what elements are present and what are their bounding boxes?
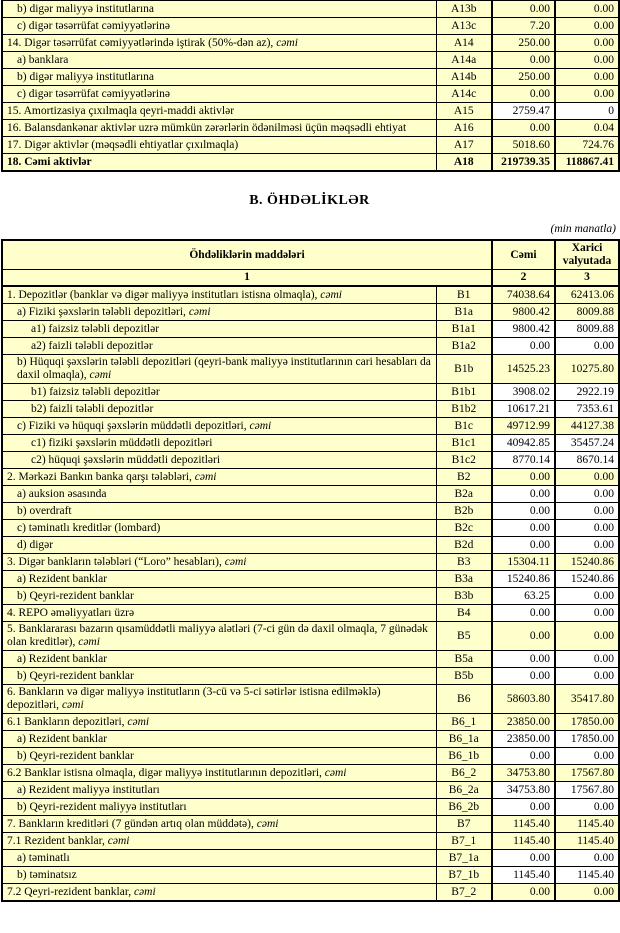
item-foreign-currency-cell: 0.00 xyxy=(555,850,619,867)
item-total-cell: 7.20 xyxy=(492,18,555,35)
table-row xyxy=(2,103,619,120)
item-label-cell: a) Rezident banklar xyxy=(2,651,436,668)
item-foreign-currency-cell: 0.00 xyxy=(555,486,619,503)
item-foreign-currency-cell: 7353.61 xyxy=(555,401,619,418)
table-row xyxy=(2,731,619,748)
item-total-cell: 0.00 xyxy=(492,884,555,902)
item-total-cell: 15240.86 xyxy=(492,571,555,588)
item-label-cell: a) Rezident maliyyə institutları xyxy=(2,782,436,799)
table-row xyxy=(2,622,619,651)
item-foreign-currency-cell: 0.04 xyxy=(555,120,619,137)
item-code-cell: A16 xyxy=(436,120,492,137)
item-label-cell: d) digər xyxy=(2,537,436,554)
item-total-cell: 0.00 xyxy=(492,486,555,503)
item-label-italic-suffix: cəmi xyxy=(89,369,112,381)
item-foreign-currency-cell: 15240.86 xyxy=(555,571,619,588)
item-code-cell: B1c2 xyxy=(436,452,492,469)
item-total-cell: 3908.02 xyxy=(492,384,555,401)
item-code-cell: A18 xyxy=(436,154,492,172)
item-label-italic-suffix: cəmi xyxy=(133,885,156,898)
table-row xyxy=(2,286,619,304)
table-row xyxy=(2,18,619,35)
item-label-cell: a2) faizli tələbli depozitlər xyxy=(2,338,436,355)
item-total-cell: 74038.64 xyxy=(492,286,555,304)
table-row xyxy=(2,833,619,850)
item-foreign-currency-cell: 0.00 xyxy=(555,520,619,537)
header-total-cell: Cəmi xyxy=(492,240,555,270)
table-row xyxy=(2,765,619,782)
item-code-cell: B7_1 xyxy=(436,833,492,850)
table-row xyxy=(2,486,619,503)
item-total-cell: 0.00 xyxy=(492,651,555,668)
item-label-cell: 14. Digər təsərrüfat cəmiyyətlərində iştirak (50%-dən az), cəmi xyxy=(2,35,436,52)
assets-table xyxy=(1,0,620,172)
table-row xyxy=(2,503,619,520)
item-foreign-currency-cell: 44127.38 xyxy=(555,418,619,435)
header-foreign-cell: Xarici valyutada xyxy=(555,240,619,270)
table-row xyxy=(2,685,619,714)
item-label-cell: b) digər maliyyə institutlarına xyxy=(2,69,436,86)
item-total-cell: 250.00 xyxy=(492,69,555,86)
item-foreign-currency-cell: 0.00 xyxy=(555,503,619,520)
item-total-cell: 34753.80 xyxy=(492,782,555,799)
item-code-cell: B6_2b xyxy=(436,799,492,816)
table-row xyxy=(2,782,619,799)
item-total-cell: 63.25 xyxy=(492,588,555,605)
item-foreign-currency-cell: 0.00 xyxy=(555,605,619,622)
item-code-cell: A14b xyxy=(436,69,492,86)
item-total-cell: 0.00 xyxy=(492,52,555,69)
item-label-cell: 16. Balansdankənar aktivlər uzrə mümkün zərərlərin ödənilməsi üçün məqsədli ehtiyat xyxy=(2,120,436,137)
table-row xyxy=(2,1,619,18)
item-code-cell: B5a xyxy=(436,651,492,668)
table-row xyxy=(2,137,619,154)
item-label-cell: b) Qeyri-rezident banklar xyxy=(2,748,436,765)
table-row xyxy=(2,384,619,401)
item-label-cell: b) təminatsız xyxy=(2,867,436,884)
item-foreign-currency-cell: 17567.80 xyxy=(555,782,619,799)
item-code-cell: A13c xyxy=(436,18,492,35)
table-row xyxy=(2,668,619,685)
item-foreign-currency-cell: 0.00 xyxy=(555,588,619,605)
item-label-cell: a) auksion əsasında xyxy=(2,486,436,503)
item-label-cell: 7.1 Rezident banklar, cəmi xyxy=(2,833,436,850)
item-code-cell: A14 xyxy=(436,35,492,52)
item-total-cell: 2759.47 xyxy=(492,103,555,120)
item-total-cell: 219739.35 xyxy=(492,154,555,172)
item-label-cell: b1) faizsiz tələbli depozitlər xyxy=(2,384,436,401)
item-code-cell: B6 xyxy=(436,685,492,714)
item-foreign-currency-cell: 0.00 xyxy=(555,18,619,35)
item-code-cell: B3a xyxy=(436,571,492,588)
item-foreign-currency-cell: 0.00 xyxy=(555,469,619,486)
item-code-cell: A14c xyxy=(436,86,492,103)
item-foreign-currency-cell: 15240.86 xyxy=(555,554,619,571)
item-label-italic-suffix: cəmi xyxy=(324,766,347,779)
item-code-cell: B5b xyxy=(436,668,492,685)
item-total-cell: 0.00 xyxy=(492,120,555,137)
section-title: B. ÖHDƏLİKLƏR xyxy=(249,193,370,208)
item-label-cell: a) təminatlı xyxy=(2,850,436,867)
item-total-cell: 34753.80 xyxy=(492,765,555,782)
item-total-cell: 0.00 xyxy=(492,748,555,765)
units-note: (min manatla) xyxy=(550,223,616,235)
table-row xyxy=(2,401,619,418)
table-row xyxy=(2,154,619,172)
item-label-cell: 18. Cəmi aktivlər xyxy=(2,154,436,172)
item-total-cell: 40942.85 xyxy=(492,435,555,452)
item-label-cell: c) digər təsərrüfat cəmiyyətlərinə xyxy=(2,86,436,103)
table-row xyxy=(2,867,619,884)
item-code-cell: B7_2 xyxy=(436,884,492,902)
column-number-row xyxy=(2,270,619,287)
item-label-cell: a) Rezident banklar xyxy=(2,731,436,748)
column-number-foreign: 3 xyxy=(555,270,619,287)
item-foreign-currency-cell: 0.00 xyxy=(555,35,619,52)
item-code-cell: B2a xyxy=(436,486,492,503)
item-label-cell: 7. Bankların kreditləri (7 gündən artıq olan müddətə), cəmi xyxy=(2,816,436,833)
header-row xyxy=(2,240,619,270)
item-code-cell: A17 xyxy=(436,137,492,154)
item-label-cell: b2) faizli tələbli depozitlər xyxy=(2,401,436,418)
item-code-cell: B2b xyxy=(436,503,492,520)
item-code-cell: B5 xyxy=(436,622,492,651)
item-code-cell: B6_1a xyxy=(436,731,492,748)
item-total-cell: 0.00 xyxy=(492,622,555,651)
item-foreign-currency-cell: 1145.40 xyxy=(555,816,619,833)
item-foreign-currency-cell: 0.00 xyxy=(555,69,619,86)
item-label-cell: 7.2 Qeyri-rezident banklar, cəmi xyxy=(2,884,436,902)
table-row xyxy=(2,355,619,384)
item-code-cell: B3 xyxy=(436,554,492,571)
item-total-cell: 1145.40 xyxy=(492,833,555,850)
item-label-cell: a) Fiziki şəxslərin tələbli depozitləri, cəmi xyxy=(2,304,436,321)
item-code-cell: B1c1 xyxy=(436,435,492,452)
item-total-cell: 23850.00 xyxy=(492,731,555,748)
item-label-cell: c) Fiziki və hüquqi şəxslərin müddətli depozitləri, cəmi xyxy=(2,418,436,435)
table-row xyxy=(2,651,619,668)
item-foreign-currency-cell: 17567.80 xyxy=(555,765,619,782)
item-code-cell: B7 xyxy=(436,816,492,833)
item-label-italic-suffix: cəmi xyxy=(320,288,343,301)
item-total-cell: 10617.21 xyxy=(492,401,555,418)
item-code-cell: B7_1a xyxy=(436,850,492,867)
item-code-cell: B6_1 xyxy=(436,714,492,731)
item-foreign-currency-cell: 724.76 xyxy=(555,137,619,154)
item-foreign-currency-cell: 8009.88 xyxy=(555,304,619,321)
table-row xyxy=(2,537,619,554)
item-label-cell: 15. Amortizasiya çıxılmaqla qeyri-maddi aktivlər xyxy=(2,103,436,120)
item-foreign-currency-cell: 0.00 xyxy=(555,537,619,554)
item-label-italic-suffix: cəmi xyxy=(194,470,217,483)
item-label-cell: 6.2 Banklar istisna olmaqla, digər maliyyə institutlarının depozitləri, cəmi xyxy=(2,765,436,782)
item-foreign-currency-cell: 0.00 xyxy=(555,1,619,18)
item-foreign-currency-cell: 0.00 xyxy=(555,668,619,685)
table-row xyxy=(2,69,619,86)
item-label-cell: b) Hüquqi şəxslərin tələbli depozitləri (qeyri-bank maliyyə institutlarının cari hesabları da daxil olmaqla), cəmi xyxy=(2,355,436,384)
item-code-cell: B6_1b xyxy=(436,748,492,765)
item-code-cell: B1a1 xyxy=(436,321,492,338)
table-row xyxy=(2,35,619,52)
item-code-cell: B2d xyxy=(436,537,492,554)
item-code-cell: B2 xyxy=(436,469,492,486)
item-code-cell: B2c xyxy=(436,520,492,537)
item-label-italic-suffix: cəmi xyxy=(224,555,247,568)
table-row xyxy=(2,605,619,622)
table-row xyxy=(2,799,619,816)
table-row xyxy=(2,321,619,338)
item-total-cell: 0.00 xyxy=(492,338,555,355)
item-total-cell: 0.00 xyxy=(492,850,555,867)
item-label-cell: b) Qeyri-rezident banklar xyxy=(2,588,436,605)
table-row xyxy=(2,520,619,537)
liabilities-table-header xyxy=(2,240,619,286)
item-total-cell: 0.00 xyxy=(492,520,555,537)
liabilities-table xyxy=(1,239,620,902)
table-row xyxy=(2,714,619,731)
item-label-cell: 2. Mərkəzi Bankın banka qarşı tələbləri, cəmi xyxy=(2,469,436,486)
item-total-cell: 58603.80 xyxy=(492,685,555,714)
item-total-cell: 0.00 xyxy=(492,469,555,486)
table-row xyxy=(2,469,619,486)
item-foreign-currency-cell: 1145.40 xyxy=(555,833,619,850)
item-foreign-currency-cell: 118867.41 xyxy=(555,154,619,172)
table-row xyxy=(2,338,619,355)
item-foreign-currency-cell: 10275.80 xyxy=(555,355,619,384)
item-total-cell: 0.00 xyxy=(492,605,555,622)
assets-table-body xyxy=(2,1,619,172)
item-total-cell: 0.00 xyxy=(492,1,555,18)
item-foreign-currency-cell: 0.00 xyxy=(555,884,619,902)
item-label-italic-suffix: cəmi xyxy=(107,834,130,847)
item-label-cell: 17. Digər aktivlər (məqsədli ehtiyatlar çıxılmaqla) xyxy=(2,137,436,154)
item-foreign-currency-cell: 0.00 xyxy=(555,651,619,668)
item-foreign-currency-cell: 17850.00 xyxy=(555,731,619,748)
table-row xyxy=(2,748,619,765)
item-label-italic-suffix: cəmi xyxy=(276,36,298,49)
table-row xyxy=(2,554,619,571)
item-total-cell: 0.00 xyxy=(492,503,555,520)
item-total-cell: 15304.11 xyxy=(492,554,555,571)
item-total-cell: 0.00 xyxy=(492,537,555,554)
item-code-cell: B6_2a xyxy=(436,782,492,799)
table-row xyxy=(2,816,619,833)
item-label-italic-suffix: cəmi xyxy=(256,817,279,830)
item-foreign-currency-cell: 0.00 xyxy=(555,748,619,765)
item-foreign-currency-cell: 8009.88 xyxy=(555,321,619,338)
item-foreign-currency-cell: 1145.40 xyxy=(555,867,619,884)
item-code-cell: B1b xyxy=(436,355,492,384)
item-label-cell: b) Qeyri-rezident banklar xyxy=(2,668,436,685)
item-foreign-currency-cell: 0.00 xyxy=(555,799,619,816)
item-label-cell: b) overdraft xyxy=(2,503,436,520)
item-total-cell: 1145.40 xyxy=(492,867,555,884)
table-row xyxy=(2,884,619,902)
item-foreign-currency-cell: 17850.00 xyxy=(555,714,619,731)
item-foreign-currency-cell: 0.00 xyxy=(555,52,619,69)
item-total-cell: 1145.40 xyxy=(492,816,555,833)
item-label-cell: a1) faizsiz tələbli depozitlər xyxy=(2,321,436,338)
item-foreign-currency-cell: 8670.14 xyxy=(555,452,619,469)
item-label-cell: 4. REPO əməliyyatları üzrə xyxy=(2,605,436,622)
item-label-cell: c) digər təsərrüfat cəmiyyətlərinə xyxy=(2,18,436,35)
item-label-italic-suffix: cəmi xyxy=(249,419,272,432)
table-row xyxy=(2,571,619,588)
item-code-cell: B1b1 xyxy=(436,384,492,401)
item-foreign-currency-cell: 0.00 xyxy=(555,622,619,651)
item-total-cell: 0.00 xyxy=(492,86,555,103)
item-label-cell: 3. Digər bankların tələbləri (“Loro” hesabları), cəmi xyxy=(2,554,436,571)
table-row xyxy=(2,304,619,321)
item-label-cell: c) təminatlı kreditlər (lombard) xyxy=(2,520,436,537)
item-label-cell: c2) hüquqi şəxslərin müddətli depozitləri xyxy=(2,452,436,469)
item-label-cell: b) digər maliyyə institutlarına xyxy=(2,1,436,18)
item-code-cell: B1a xyxy=(436,304,492,321)
item-label-cell: 1. Depozitlər (banklar və digər maliyyə institutları istisna olmaqla), cəmi xyxy=(2,286,436,304)
item-code-cell: B6_2 xyxy=(436,765,492,782)
table-row xyxy=(2,452,619,469)
item-foreign-currency-cell: 35457.24 xyxy=(555,435,619,452)
item-label-italic-suffix: cəmi xyxy=(188,305,211,318)
item-label-cell: a) banklara xyxy=(2,52,436,69)
item-label-italic-suffix: cəmi xyxy=(61,699,84,711)
item-total-cell: 250.00 xyxy=(492,35,555,52)
item-label-cell: 5. Banklararası bazarın qısamüddətli maliyyə alətləri (7-ci gün də daxil olmaqla, 7 günədək olan kreditlər), cəmi xyxy=(2,622,436,651)
header-items-cell: Öhdəliklərin maddələri xyxy=(2,240,492,270)
item-code-cell: B3b xyxy=(436,588,492,605)
item-label-cell: 6. Bankların və digər maliyyə institutların (3-cü və 5-ci sətirlər istisna edilməklə) depozitləri, cəmi xyxy=(2,685,436,714)
item-code-cell: A15 xyxy=(436,103,492,120)
item-total-cell: 9800.42 xyxy=(492,321,555,338)
item-code-cell: B4 xyxy=(436,605,492,622)
table-row xyxy=(2,120,619,137)
item-total-cell: 8770.14 xyxy=(492,452,555,469)
item-label-cell: c1) fiziki şəxslərin müddətli depozitləri xyxy=(2,435,436,452)
column-number-total: 2 xyxy=(492,270,555,287)
item-total-cell: 14525.23 xyxy=(492,355,555,384)
liabilities-table-body xyxy=(2,286,619,901)
item-code-cell: A14a xyxy=(436,52,492,69)
item-label-cell: b) Qeyri-rezident maliyyə institutları xyxy=(2,799,436,816)
item-label-italic-suffix: cəmi xyxy=(127,715,150,728)
item-foreign-currency-cell: 0.00 xyxy=(555,338,619,355)
item-total-cell: 9800.42 xyxy=(492,304,555,321)
table-row xyxy=(2,418,619,435)
item-total-cell: 0.00 xyxy=(492,799,555,816)
item-total-cell: 0.00 xyxy=(492,668,555,685)
item-foreign-currency-cell: 62413.06 xyxy=(555,286,619,304)
item-foreign-currency-cell: 2922.19 xyxy=(555,384,619,401)
item-code-cell: B1b2 xyxy=(436,401,492,418)
table-row xyxy=(2,52,619,69)
item-code-cell: A13b xyxy=(436,1,492,18)
item-code-cell: B1a2 xyxy=(436,338,492,355)
table-row xyxy=(2,850,619,867)
item-label-italic-suffix: cəmi xyxy=(78,636,100,648)
table-row xyxy=(2,588,619,605)
item-code-cell: B7_1b xyxy=(436,867,492,884)
table-row xyxy=(2,86,619,103)
item-total-cell: 23850.00 xyxy=(492,714,555,731)
item-code-cell: B1c xyxy=(436,418,492,435)
column-number-items: 1 xyxy=(2,270,492,287)
item-total-cell: 5018.60 xyxy=(492,137,555,154)
item-code-cell: B1 xyxy=(436,286,492,304)
item-label-cell: 6.1 Bankların depozitləri, cəmi xyxy=(2,714,436,731)
item-label-cell: a) Rezident banklar xyxy=(2,571,436,588)
table-row xyxy=(2,435,619,452)
item-foreign-currency-cell: 0 xyxy=(555,103,619,120)
item-foreign-currency-cell: 0.00 xyxy=(555,86,619,103)
item-foreign-currency-cell: 35417.80 xyxy=(555,685,619,714)
item-total-cell: 49712.99 xyxy=(492,418,555,435)
